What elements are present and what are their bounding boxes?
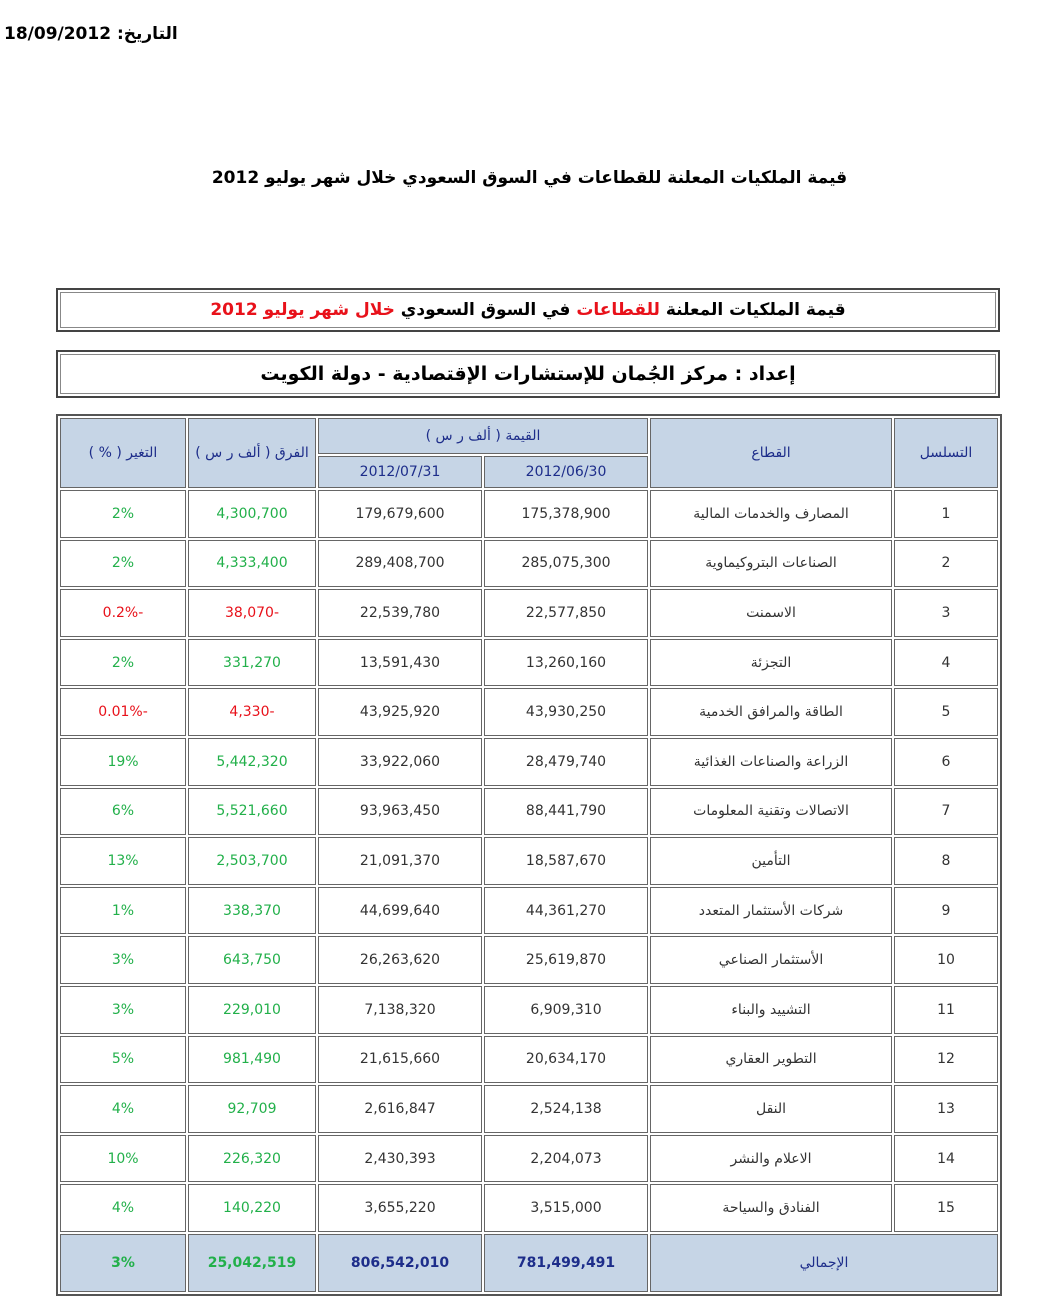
cell-value-1: 2,204,073 (484, 1135, 648, 1183)
cell-serial: 13 (894, 1085, 998, 1133)
cell-value-1: 6,909,310 (484, 986, 648, 1034)
cell-change: 3% (60, 986, 186, 1034)
cell-serial: 7 (894, 788, 998, 836)
cell-value-2: 33,922,060 (318, 738, 482, 786)
table-row (60, 936, 998, 984)
cell-change: 5% (60, 1036, 186, 1084)
table-row (60, 1135, 998, 1183)
header-sector: القطاع (650, 418, 892, 488)
header-value: القيمة ( ألف ر س ) (318, 418, 648, 454)
table-row (60, 540, 998, 588)
cell-serial: 11 (894, 986, 998, 1034)
table-row (60, 1184, 998, 1232)
cell-sector: الصناعات البتروكيماوية (650, 540, 892, 588)
cell-serial: 5 (894, 688, 998, 736)
cell-value-1: 18,587,670 (484, 837, 648, 885)
cell-value-1: 175,378,900 (484, 490, 648, 538)
cell-diff: 5,442,320 (188, 738, 316, 786)
total-label: الإجمالي (650, 1234, 998, 1292)
cell-sector: التجزئة (650, 639, 892, 687)
cell-value-2: 22,539,780 (318, 589, 482, 637)
cell-change: -0.2% (60, 589, 186, 637)
cell-change: 4% (60, 1184, 186, 1232)
cell-value-2: 179,679,600 (318, 490, 482, 538)
cell-value-1: 88,441,790 (484, 788, 648, 836)
cell-value-1: 3,515,000 (484, 1184, 648, 1232)
cell-serial: 3 (894, 589, 998, 637)
cell-change: 2% (60, 639, 186, 687)
page-heading: قيمة الملكيات المعلنة للقطاعات في السوق السعودي خلال شهر يوليو 2012 (211, 168, 848, 188)
cell-value-1: 2,524,138 (484, 1085, 648, 1133)
title-part-3: في السوق السعودي (394, 300, 577, 320)
cell-change: 3% (60, 936, 186, 984)
cell-sector: التأمين (650, 837, 892, 885)
cell-diff: 5,521,660 (188, 788, 316, 836)
header-date-2: 2012/07/31 (318, 456, 482, 488)
cell-value-2: 7,138,320 (318, 986, 482, 1034)
title-part-2: للقطاعات (576, 300, 660, 320)
table-row (60, 986, 998, 1034)
cell-change: 19% (60, 738, 186, 786)
cell-value-2: 3,655,220 (318, 1184, 482, 1232)
header-diff: الفرق ( ألف ر س ) (188, 418, 316, 488)
cell-value-1: 13,260,160 (484, 639, 648, 687)
cell-value-2: 21,091,370 (318, 837, 482, 885)
report-date: التاريخ: 18/09/2012 (4, 24, 178, 44)
cell-value-1: 25,619,870 (484, 936, 648, 984)
cell-value-2: 43,925,920 (318, 688, 482, 736)
table-body (60, 490, 998, 1232)
title-box (56, 288, 1000, 332)
cell-sector: التشييد والبناء (650, 986, 892, 1034)
cell-change: -0.01% (60, 688, 186, 736)
header-date-1: 2012/06/30 (484, 456, 648, 488)
cell-sector: المصارف والخدمات المالية (650, 490, 892, 538)
cell-change: 4% (60, 1085, 186, 1133)
cell-value-2: 13,591,430 (318, 639, 482, 687)
prepared-by-box (56, 350, 1000, 398)
table-row (60, 639, 998, 687)
cell-value-2: 93,963,450 (318, 788, 482, 836)
cell-serial: 14 (894, 1135, 998, 1183)
cell-sector: الأستثمار الصناعي (650, 936, 892, 984)
cell-value-1: 28,479,740 (484, 738, 648, 786)
sectors-table (56, 414, 1002, 1296)
table-row (60, 788, 998, 836)
cell-sector: الفنادق والسياحة (650, 1184, 892, 1232)
cell-diff: 92,709 (188, 1085, 316, 1133)
total-row (60, 1234, 998, 1292)
cell-serial: 15 (894, 1184, 998, 1232)
cell-serial: 9 (894, 887, 998, 935)
cell-sector: النقل (650, 1085, 892, 1133)
table-row (60, 1085, 998, 1133)
cell-change: 2% (60, 490, 186, 538)
total-value-2: 806,542,010 (318, 1234, 482, 1292)
title-box-text (210, 300, 845, 320)
cell-change: 13% (60, 837, 186, 885)
table-row (60, 738, 998, 786)
table-row (60, 589, 998, 637)
title-part-4: خلال شهر يوليو 2012 (210, 300, 395, 320)
cell-value-1: 22,577,850 (484, 589, 648, 637)
cell-diff: -38,070 (188, 589, 316, 637)
cell-serial: 8 (894, 837, 998, 885)
cell-serial: 10 (894, 936, 998, 984)
cell-diff: 226,320 (188, 1135, 316, 1183)
prepared-by-text: إعداد : مركز الجُمان للإستشارات الإقتصادية - دولة الكويت (260, 363, 796, 385)
cell-value-2: 2,616,847 (318, 1085, 482, 1133)
cell-value-2: 2,430,393 (318, 1135, 482, 1183)
table-row (60, 1036, 998, 1084)
cell-change: 10% (60, 1135, 186, 1183)
cell-diff: 4,333,400 (188, 540, 316, 588)
cell-serial: 1 (894, 490, 998, 538)
cell-diff: 140,220 (188, 1184, 316, 1232)
cell-sector: الاسمنت (650, 589, 892, 637)
cell-value-2: 21,615,660 (318, 1036, 482, 1084)
table-row (60, 688, 998, 736)
cell-value-1: 43,930,250 (484, 688, 648, 736)
total-change: 3% (60, 1234, 186, 1292)
cell-value-1: 44,361,270 (484, 887, 648, 935)
cell-sector: التطوير العقاري (650, 1036, 892, 1084)
cell-diff: -4,330 (188, 688, 316, 736)
cell-diff: 643,750 (188, 936, 316, 984)
cell-value-2: 289,408,700 (318, 540, 482, 588)
cell-serial: 2 (894, 540, 998, 588)
cell-diff: 981,490 (188, 1036, 316, 1084)
total-diff: 25,042,519 (188, 1234, 316, 1292)
cell-value-1: 285,075,300 (484, 540, 648, 588)
cell-sector: شركات الأستثمار المتعدد (650, 887, 892, 935)
total-value-1: 781,499,491 (484, 1234, 648, 1292)
cell-change: 2% (60, 540, 186, 588)
table-row (60, 837, 998, 885)
cell-serial: 6 (894, 738, 998, 786)
cell-change: 1% (60, 887, 186, 935)
title-part-1: قيمة الملكيات المعلنة (659, 300, 846, 320)
cell-serial: 12 (894, 1036, 998, 1084)
table-row (60, 490, 998, 538)
cell-value-2: 26,263,620 (318, 936, 482, 984)
cell-diff: 2,503,700 (188, 837, 316, 885)
table-row (60, 887, 998, 935)
cell-sector: الزراعة والصناعات الغذائية (650, 738, 892, 786)
cell-sector: الطاقة والمرافق الخدمية (650, 688, 892, 736)
cell-sector: الاتصالات وتقنية المعلومات (650, 788, 892, 836)
cell-value-2: 44,699,640 (318, 887, 482, 935)
cell-diff: 331,270 (188, 639, 316, 687)
cell-diff: 4,300,700 (188, 490, 316, 538)
cell-change: 6% (60, 788, 186, 836)
cell-serial: 4 (894, 639, 998, 687)
cell-diff: 338,370 (188, 887, 316, 935)
cell-value-1: 20,634,170 (484, 1036, 648, 1084)
header-serial: التسلسل (894, 418, 998, 488)
cell-diff: 229,010 (188, 986, 316, 1034)
cell-sector: الاعلام والنشر (650, 1135, 892, 1183)
header-change: التغير ( % ) (60, 418, 186, 488)
